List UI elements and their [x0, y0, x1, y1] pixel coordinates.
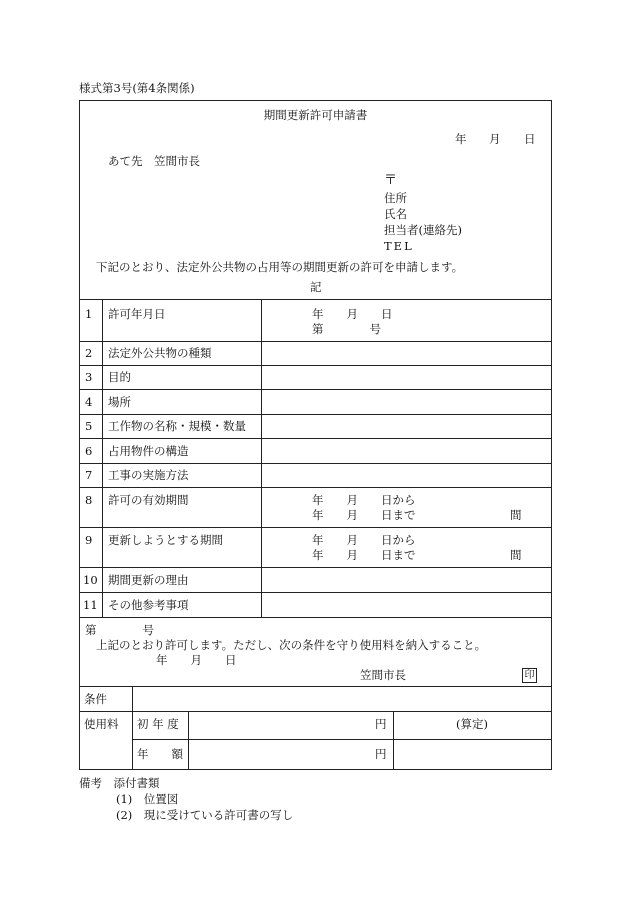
- row-label: 工作物の名称・規模・数量: [108, 419, 246, 433]
- row-value: 第 号: [312, 322, 381, 336]
- fee-label: 使用料: [84, 717, 119, 731]
- row-label: 更新しようとする期間: [108, 533, 223, 547]
- estimate-label: (算定): [456, 717, 488, 731]
- ki-label: 記: [310, 280, 322, 294]
- intro-text: 下記のとおり、法定外公共物の占用等の期間更新の許可を申請します。: [96, 260, 464, 274]
- row-value: 年 月 日まで: [312, 508, 416, 522]
- application-form: [79, 100, 552, 770]
- form-title: 期間更新許可申請書: [263, 108, 368, 122]
- mayor-label: 笠間市長: [360, 668, 406, 682]
- note-item: (1) 位置図: [116, 792, 179, 806]
- row-number: 6: [85, 444, 93, 458]
- row-value: 年 月 日: [312, 307, 393, 321]
- row-label: 許可年月日: [108, 307, 166, 321]
- row-value-suffix: 間: [510, 508, 522, 522]
- yen-unit: 円: [375, 717, 387, 731]
- permission-date: 年 月 日: [156, 653, 237, 667]
- row-number: 9: [85, 533, 93, 547]
- row-label: 占用物件の構造: [108, 444, 189, 458]
- row-label: 期間更新の理由: [108, 573, 189, 587]
- row-value-suffix: 間: [510, 548, 522, 562]
- row-label: 工事の実施方法: [108, 468, 189, 482]
- row-label: 法定外公共物の種類: [108, 346, 212, 360]
- row-label: 目的: [108, 370, 131, 384]
- note-item: (2) 現に受けている許可書の写し: [116, 808, 294, 822]
- row-label: 場所: [108, 395, 131, 409]
- row-number: 3: [85, 370, 93, 384]
- applicant-address-label: 住所: [384, 191, 407, 205]
- row-number: 5: [85, 419, 93, 433]
- applicant-contact-label: 担当者(連絡先): [384, 223, 462, 237]
- permission-text: 上記のとおり許可します。ただし、次の条件を守り使用料を納入すること。: [96, 638, 487, 652]
- yen-unit: 円: [375, 747, 387, 761]
- date-month: 月: [489, 132, 501, 146]
- row-number: 1: [85, 307, 93, 321]
- applicant-tel-label: TEL: [384, 239, 414, 253]
- addressee: あて先 笠間市長: [108, 154, 200, 168]
- notes-heading: 備考 添付書類: [79, 776, 160, 790]
- row-number: 11: [83, 598, 98, 612]
- row-value: 年 月 日から: [312, 533, 416, 547]
- row-label: 許可の有効期間: [108, 493, 189, 507]
- row-label: その他参考事項: [108, 598, 189, 612]
- row-number: 10: [83, 573, 98, 587]
- first-year-label: 初 年 度: [137, 717, 179, 731]
- row-number: 2: [85, 346, 93, 360]
- row-value: 年 月 日から: [312, 493, 416, 507]
- row-value: 年 月 日まで: [312, 548, 416, 562]
- row-number: 7: [85, 468, 93, 482]
- row-number: 4: [85, 395, 93, 409]
- form-number-label: 様式第3号(第4条関係): [79, 81, 195, 95]
- seal-icon: 印: [522, 667, 537, 683]
- annual-label: 年 額: [137, 747, 183, 761]
- date-year: 年: [455, 132, 467, 146]
- conditions-label: 条件: [84, 692, 107, 706]
- permission-number: 第 号: [85, 623, 154, 637]
- row-number: 8: [85, 493, 93, 507]
- date-day: 日: [524, 132, 536, 146]
- postal-mark: 〒: [384, 173, 398, 188]
- applicant-name-label: 氏名: [384, 207, 407, 221]
